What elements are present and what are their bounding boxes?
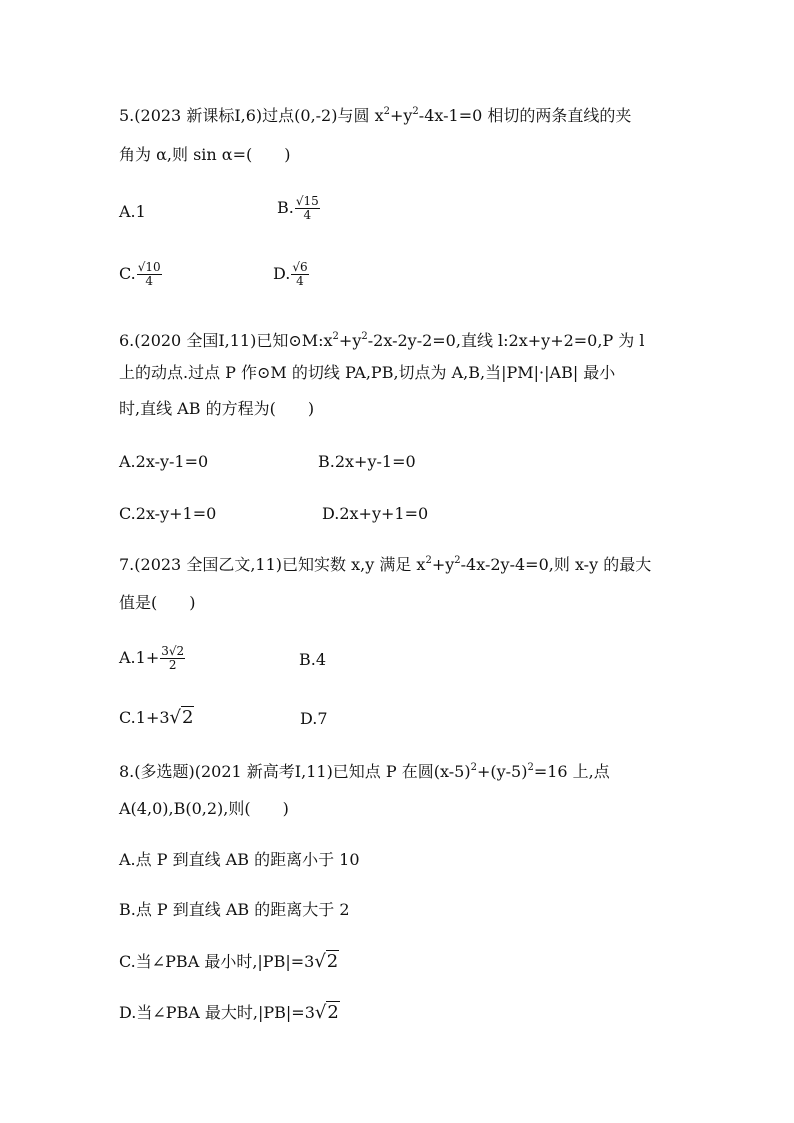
q7-stem-line2: 值是( ) <box>119 593 196 612</box>
q8-stem-line2: A(4,0),B(0,2),则( ) <box>119 799 289 818</box>
exponent: 2 <box>454 555 461 566</box>
q8-option-c: C.当∠PBA 最小时,|PB|=3√2 <box>119 951 339 972</box>
exponent: 2 <box>527 762 534 773</box>
q5-stem-line1: 5.(2023 新课标Ⅰ,6)过点(0,-2)与圆 $x^2+y^2-4x-1=0$ 相切的两条直线的夹 <box>119 106 632 125</box>
q6-stem-line3: 时,直线 AB 的方程为( ) <box>119 399 315 418</box>
square-root: √2 <box>169 707 194 728</box>
q7-option-c: C.1+3√2 <box>119 707 194 728</box>
q6-stem-line1: 6.(2020 全国Ⅰ,11)已知$⊙M:x^2+y^2-2x-2y-2=0$,直线 l:2x+y+2=0,P 为 l <box>119 331 645 350</box>
exponent: 2 <box>425 555 432 566</box>
q8-option-d: D.当∠PBA 最大时,|PB|=3√2 <box>119 1002 339 1023</box>
q5-option-a: A.1 <box>119 202 146 221</box>
q5-option-c: C. $\frac{√10}{4}$ <box>119 260 161 288</box>
exponent: 2 <box>383 106 390 117</box>
fraction: $\frac{√10}{4}$ <box>137 260 161 288</box>
q5-option-b: B. $\frac{√15}{4}$ <box>277 194 319 222</box>
q7-option-b: B.4 <box>299 650 327 669</box>
fraction: $\frac{√15}{4}$ <box>295 194 319 222</box>
fraction: $\frac{3√2}{2}$ <box>161 644 185 672</box>
exponent: 2 <box>412 106 419 117</box>
q6-stem-line2: 上的动点.过点 P 作⊙M 的切线 PA,PB,切点为 A,B,当|PM|·|AB| 最小 <box>119 363 616 382</box>
exponent: 2 <box>361 331 368 342</box>
q6-option-c: C.2x-y+1=0 <box>119 504 217 523</box>
square-root: √2 <box>314 1002 339 1023</box>
fraction: $\frac{√6}{4}$ <box>292 260 308 288</box>
square-root: √2 <box>314 951 339 972</box>
q6-option-b: B.2x+y-1=0 <box>318 452 416 471</box>
q7-option-d: D.7 <box>300 709 328 728</box>
q5-stem-line2: 角为 α,则 sin α=( ) <box>119 145 291 164</box>
q8-stem-line1: 8.(多选题)(2021 新高考Ⅰ,11)已知点 P 在圆$(x-5)^2+(y-5)^2=16$ 上,点 <box>119 762 610 781</box>
q5-option-d: D. $\frac{√6}{4}$ <box>273 260 308 288</box>
exponent: 2 <box>470 762 477 773</box>
q7-stem-line1: 7.(2023 全国乙文,11)已知实数 x,y 满足 $x^2+y^2-4x-2y-4=0$,则 x-y 的最大 <box>119 555 652 574</box>
exponent: 2 <box>332 331 339 342</box>
q8-option-b: B.点 P 到直线 AB 的距离大于 2 <box>119 900 350 919</box>
q8-option-a: A.点 P 到直线 AB 的距离小于 10 <box>119 850 360 869</box>
q6-option-a: A.2x-y-1=0 <box>119 452 209 471</box>
q6-option-d: D.2x+y+1=0 <box>322 504 429 523</box>
q7-option-a: A.1+ $\frac{3√2}{2}$ <box>119 644 185 672</box>
